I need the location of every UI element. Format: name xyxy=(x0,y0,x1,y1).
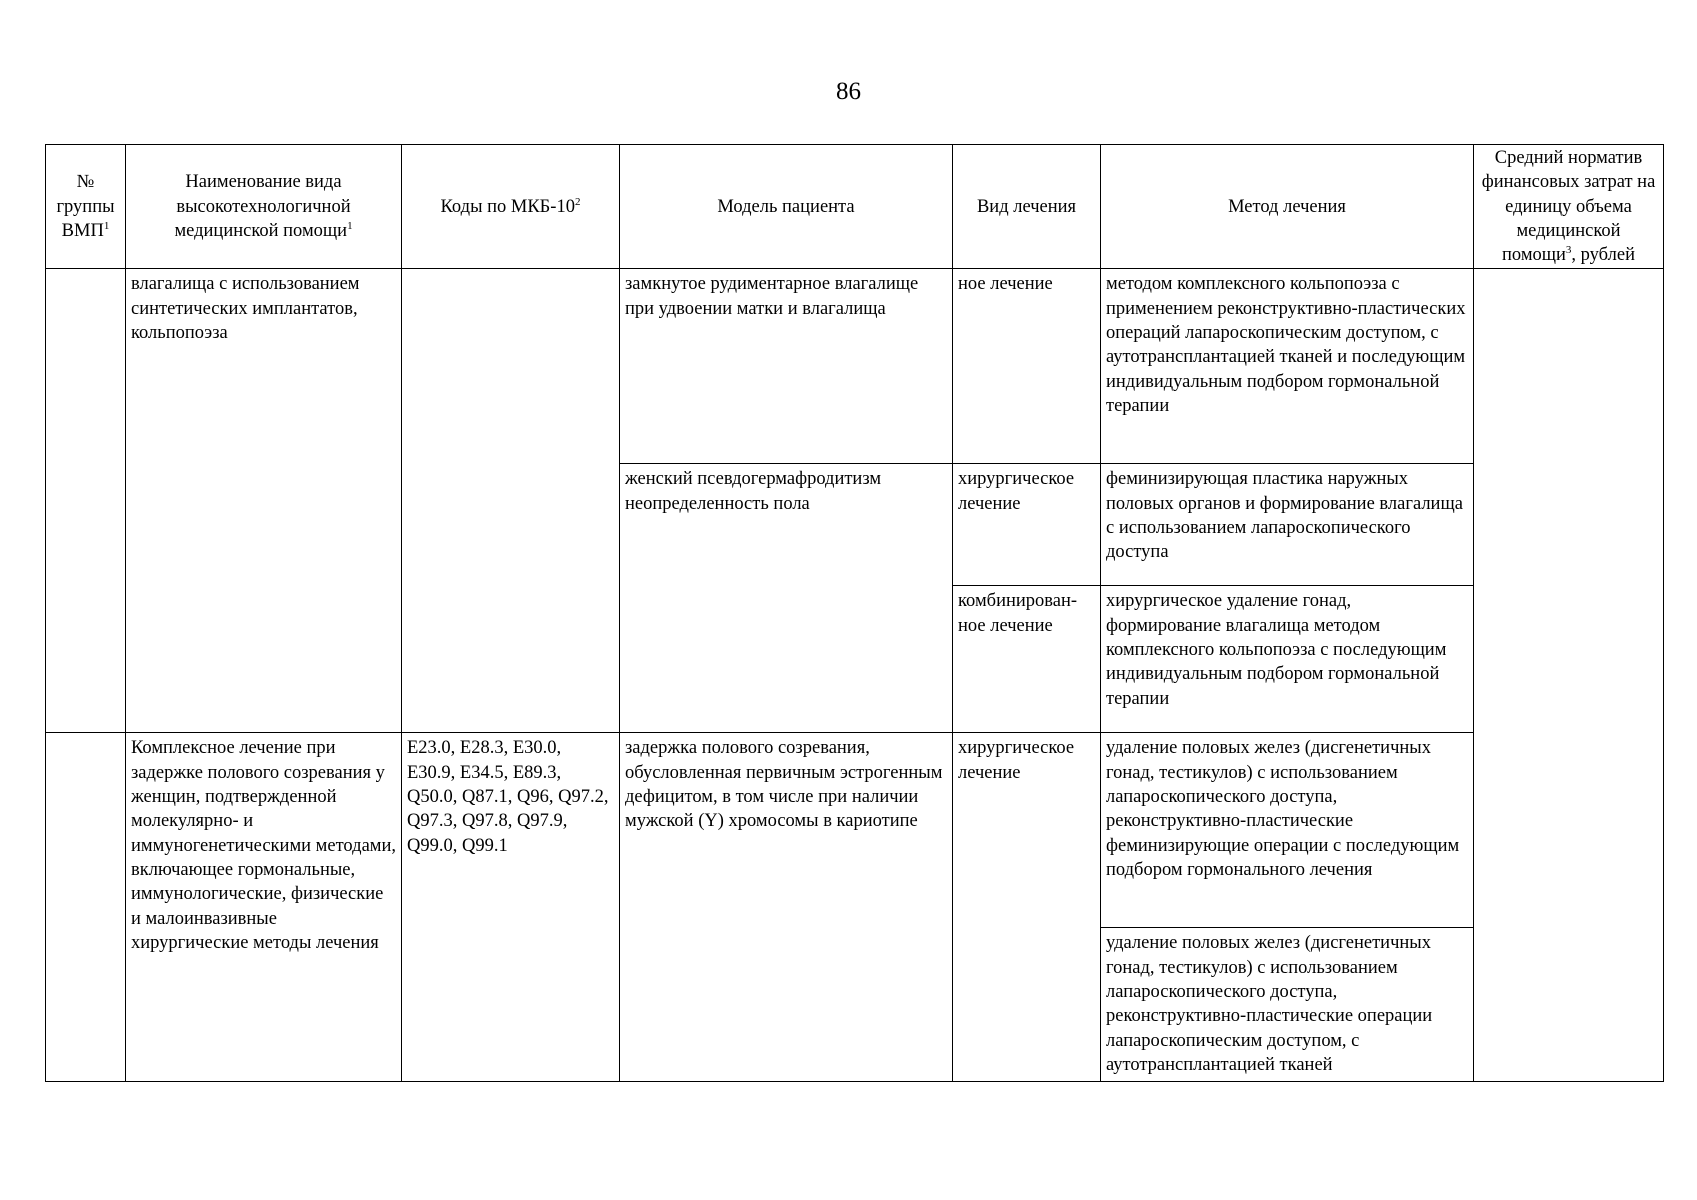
header-patient-model: Модель пациента xyxy=(620,145,953,269)
table-header-row xyxy=(46,145,1664,269)
table-row xyxy=(46,269,1664,464)
treatment-type-cell: хирургическое лечение xyxy=(953,464,1101,586)
group-number-cell xyxy=(46,269,126,733)
header-treatment-type: Вид лечения xyxy=(953,145,1101,269)
patient-model-cell: замкнутое рудиментарное влагалище при удвоении матки и влагалища xyxy=(620,269,953,464)
header-care-type-name: Наименование вида высокотехнологичной медицинской помощи$^1$ xyxy=(126,145,402,269)
financial-norm-cell xyxy=(1474,269,1664,1082)
page-number: 86 xyxy=(836,78,861,105)
treatment-type-cell: комбинирован-ное лечение xyxy=(953,586,1101,733)
header-treatment-method: Метод лечения xyxy=(1101,145,1474,269)
patient-model-cell: задержка полового созревания, обусловленная первичным эстрогенным дефицитом, в том числе при наличии мужской (Y) хромосомы в кариотипе xyxy=(620,733,953,1082)
header-financial-norm: Средний норматив финансовых затрат на единицу объема медицинской помощи$^3$, рублей xyxy=(1474,145,1664,269)
treatment-type-cell: ное лечение xyxy=(953,269,1101,464)
treatment-method-cell: методом комплексного кольпопоэза с применением реконструктивно-пластических операций лапароскопическим доступом, с аутотрансплантацией тканей и последующим индивидуальным подбором гормональной терапии xyxy=(1101,269,1474,464)
treatment-method-cell: феминизирующая пластика наружных половых органов и формирование влагалища с использованием лапароскопического доступа xyxy=(1101,464,1474,586)
table-row xyxy=(46,733,1664,928)
treatment-method-cell: хирургическое удаление гонад, формирование влагалища методом комплексного кольпопоэза с последующим индивидуальным подбором гормональной терапии xyxy=(1101,586,1474,733)
icd-codes-cell xyxy=(402,269,620,733)
vmp-table xyxy=(45,144,1664,1082)
group-number-cell xyxy=(46,733,126,1082)
header-icd-codes: Коды по МКБ-$10^2$ xyxy=(402,145,620,269)
treatment-method-cell: удаление половых желез (дисгенетичных гонад, тестикулов) с использованием лапароскопического доступа, реконструктивно-пластические операции лапароскопическим доступом, с аутотрансплантацией тканей xyxy=(1101,928,1474,1082)
care-type-name-cell: влагалища с использованием синтетических имплантатов, кольпопоэза xyxy=(126,269,402,733)
icd-codes-cell: E23.0, E28.3, E30.0, E30.9, E34.5, E89.3, Q50.0, Q87.1, Q96, Q97.2, Q97.3, Q97.8, Q97.9, Q99.0, Q99.1 xyxy=(402,733,620,1082)
treatment-type-cell: хирургическое лечение xyxy=(953,733,1101,1082)
patient-model-cell: женский псевдогермафродитизм неопределенность пола xyxy=(620,464,953,733)
header-group-number: № группы ВМП$^1$ xyxy=(46,145,126,269)
treatment-method-cell: удаление половых желез (дисгенетичных гонад, тестикулов) с использованием лапароскопического доступа, реконструктивно-пластические феминизирующие операции с последующим подбором гормонального лечения xyxy=(1101,733,1474,928)
care-type-name-cell: Комплексное лечение при задержке полового созревания у женщин, подтвержденной молекулярно- и иммуногенетическими методами, включающее гормональные, иммунологические, физические и малоинвазивные хирургические методы лечения xyxy=(126,733,402,1082)
